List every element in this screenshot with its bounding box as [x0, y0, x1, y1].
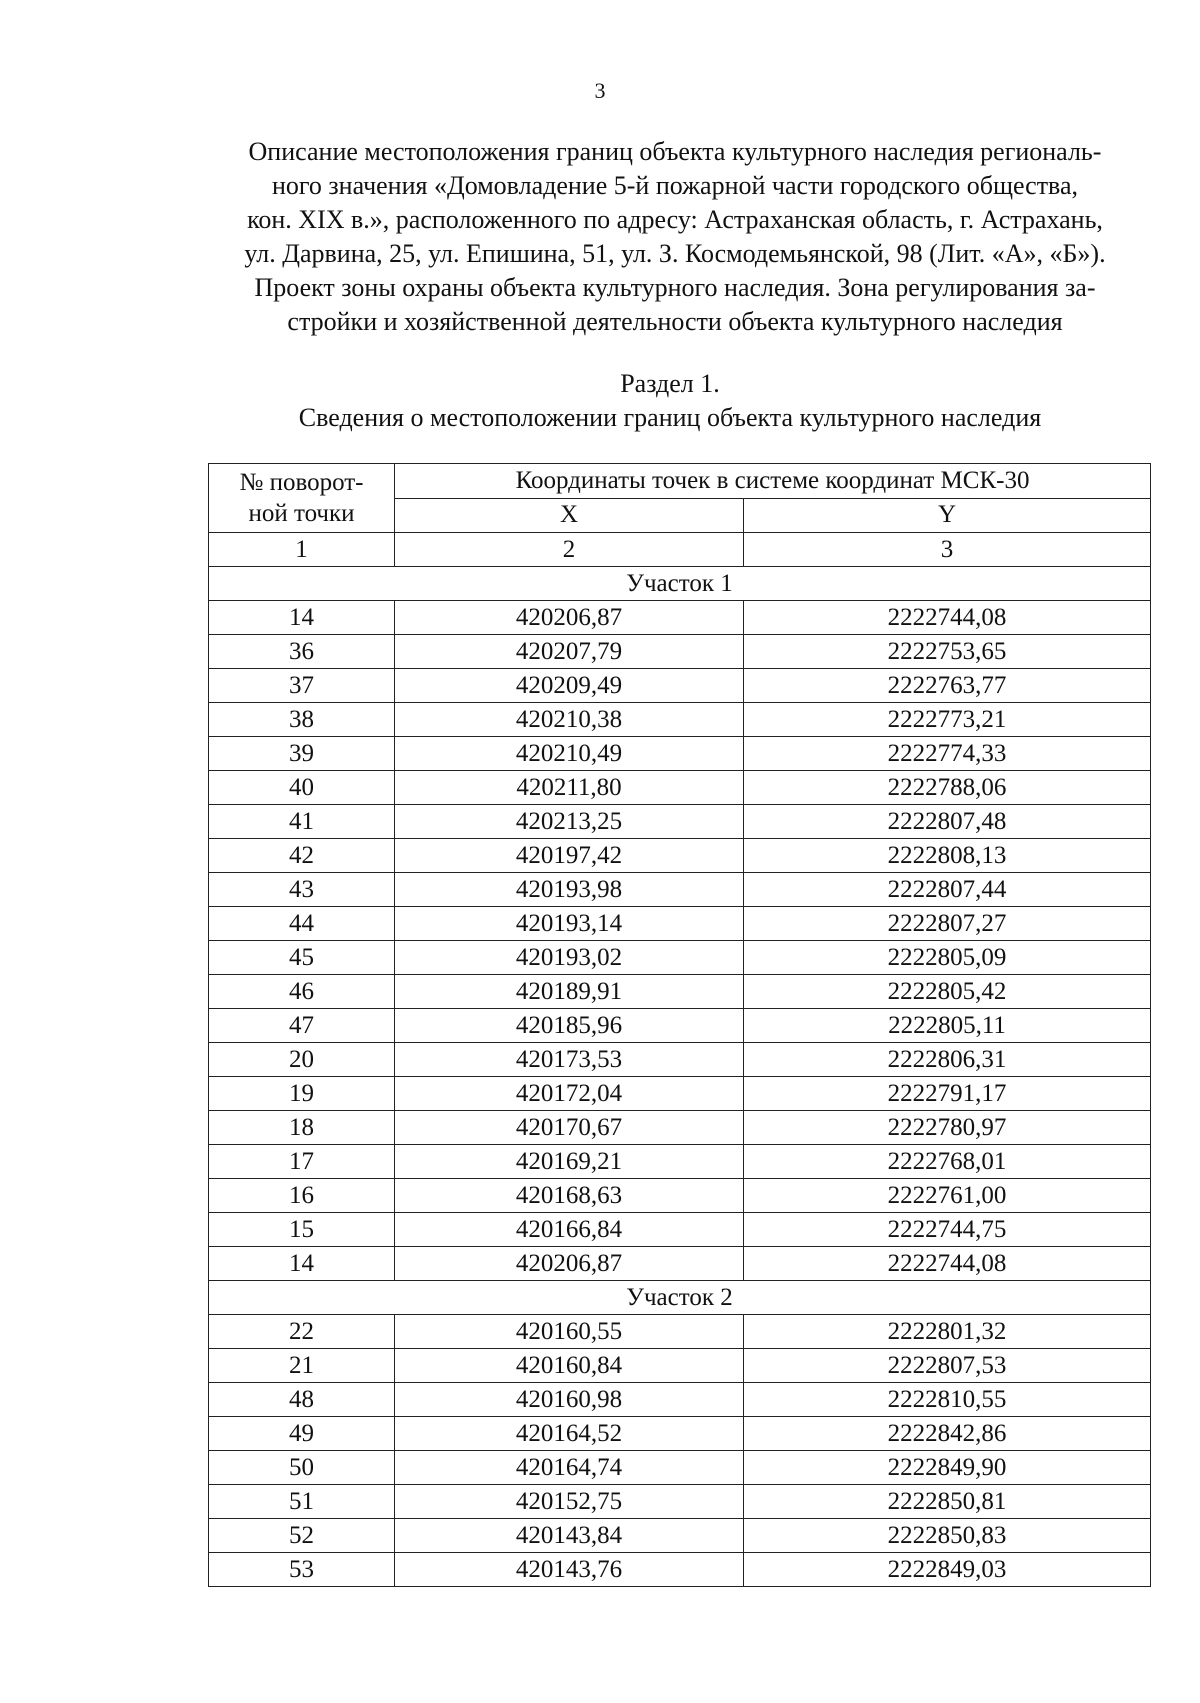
y-coordinate-cell: 2222807,44: [744, 873, 1151, 907]
y-coordinate-cell: 2222744,08: [744, 601, 1151, 635]
point-number-cell: 18: [209, 1111, 395, 1145]
x-coordinate-cell: 420168,63: [395, 1179, 744, 1213]
x-coordinate-cell: 420197,42: [395, 839, 744, 873]
y-coordinate-cell: 2222791,17: [744, 1077, 1151, 1111]
point-number-cell: 48: [209, 1383, 395, 1417]
title-line: Описание местоположения границ объекта культурного наследия региональ-: [248, 137, 1102, 166]
title-line: ул. Дарвина, 25, ул. Епишина, 51, ул. З. Космодемьянской, 98 (Лит. «А», «Б»).: [244, 239, 1106, 268]
point-number-cell: 21: [209, 1349, 395, 1383]
point-number-cell: 22: [209, 1315, 395, 1349]
x-coordinate-cell: 420164,52: [395, 1417, 744, 1451]
coordinates-table: [208, 463, 1151, 1587]
header-point-number: [209, 464, 395, 533]
page-number: 3: [594, 78, 606, 103]
x-coordinate-cell: 420210,38: [395, 703, 744, 737]
table-row: [209, 1553, 1151, 1587]
table-row: [209, 669, 1151, 703]
table-row: [209, 975, 1151, 1009]
table-row: [209, 907, 1151, 941]
x-coordinate-cell: 420152,75: [395, 1485, 744, 1519]
y-coordinate-cell: 2222744,75: [744, 1213, 1151, 1247]
table-row: [209, 771, 1151, 805]
point-number-cell: 46: [209, 975, 395, 1009]
table-row: [209, 737, 1151, 771]
table-row: [209, 1451, 1151, 1485]
table-row: [209, 1043, 1151, 1077]
y-coordinate-cell: 2222842,86: [744, 1417, 1151, 1451]
title-line: Проект зоны охраны объекта культурного наследия. Зона регулирования за-: [254, 273, 1096, 302]
x-coordinate-cell: 420193,02: [395, 941, 744, 975]
x-coordinate-cell: 420206,87: [395, 1247, 744, 1281]
y-coordinate-cell: 2222788,06: [744, 771, 1151, 805]
point-number-cell: 43: [209, 873, 395, 907]
header-point-line: № поворот-: [239, 469, 364, 496]
y-coordinate-cell: 2222768,01: [744, 1145, 1151, 1179]
table-row: [209, 1417, 1151, 1451]
point-number-cell: 19: [209, 1077, 395, 1111]
y-coordinate-cell: 2222753,65: [744, 635, 1151, 669]
point-number-cell: 42: [209, 839, 395, 873]
table-row: [209, 1077, 1151, 1111]
x-coordinate-cell: 420160,98: [395, 1383, 744, 1417]
x-coordinate-cell: 420172,04: [395, 1077, 744, 1111]
title-line: кон. XIX в.», расположенного по адресу: Астраханская область, г. Астрахань,: [247, 205, 1103, 234]
section-name: Участок 2: [209, 1281, 1151, 1315]
point-number-cell: 40: [209, 771, 395, 805]
x-coordinate-cell: 420210,49: [395, 737, 744, 771]
y-coordinate-cell: 2222850,81: [744, 1485, 1151, 1519]
y-coordinate-cell: 2222805,11: [744, 1009, 1151, 1043]
y-coordinate-cell: 2222806,31: [744, 1043, 1151, 1077]
table-row: [209, 1213, 1151, 1247]
header-y: Y: [744, 498, 1151, 533]
section-label: Раздел 1.: [620, 369, 720, 398]
x-coordinate-cell: 420193,98: [395, 873, 744, 907]
y-coordinate-cell: 2222761,00: [744, 1179, 1151, 1213]
table-row: [209, 805, 1151, 839]
header-x: X: [395, 498, 744, 533]
x-coordinate-cell: 420160,84: [395, 1349, 744, 1383]
y-coordinate-cell: 2222805,42: [744, 975, 1151, 1009]
column-number: 3: [744, 533, 1151, 567]
table-row: [209, 1145, 1151, 1179]
table-row: [209, 703, 1151, 737]
point-number-cell: 15: [209, 1213, 395, 1247]
x-coordinate-cell: 420193,14: [395, 907, 744, 941]
x-coordinate-cell: 420173,53: [395, 1043, 744, 1077]
table-row: [209, 1179, 1151, 1213]
x-coordinate-cell: 420189,91: [395, 975, 744, 1009]
table-row: [209, 1519, 1151, 1553]
table-row: [209, 1485, 1151, 1519]
point-number-cell: 14: [209, 1247, 395, 1281]
header-point-line: ной точки: [248, 500, 355, 527]
table-row: [209, 839, 1151, 873]
x-coordinate-cell: 420207,79: [395, 635, 744, 669]
table-row: [209, 941, 1151, 975]
table-body: [209, 567, 1151, 1587]
y-coordinate-cell: 2222849,90: [744, 1451, 1151, 1485]
table-row: [209, 601, 1151, 635]
y-coordinate-cell: 2222805,09: [744, 941, 1151, 975]
y-coordinate-cell: 2222774,33: [744, 737, 1151, 771]
y-coordinate-cell: 2222810,55: [744, 1383, 1151, 1417]
table-row: [209, 1315, 1151, 1349]
table-row: [209, 1247, 1151, 1281]
table-row: [209, 873, 1151, 907]
document-title: [205, 135, 1145, 339]
header-coordinates: Координаты точек в системе координат МСК-30: [395, 464, 1151, 499]
y-coordinate-cell: 2222801,32: [744, 1315, 1151, 1349]
x-coordinate-cell: 420209,49: [395, 669, 744, 703]
point-number-cell: 39: [209, 737, 395, 771]
point-number-cell: 53: [209, 1553, 395, 1587]
x-coordinate-cell: 420211,80: [395, 771, 744, 805]
point-number-cell: 50: [209, 1451, 395, 1485]
column-number: 1: [209, 533, 395, 567]
point-number-cell: 16: [209, 1179, 395, 1213]
point-number-cell: 51: [209, 1485, 395, 1519]
section-caption: Сведения о местоположении границ объекта культурного наследия: [298, 403, 1042, 432]
table-row: [209, 1383, 1151, 1417]
y-coordinate-cell: 2222808,13: [744, 839, 1151, 873]
table-row: [209, 1009, 1151, 1043]
table-row: [209, 1111, 1151, 1145]
y-coordinate-cell: 2222780,97: [744, 1111, 1151, 1145]
y-coordinate-cell: 2222763,77: [744, 669, 1151, 703]
x-coordinate-cell: 420164,74: [395, 1451, 744, 1485]
point-number-cell: 37: [209, 669, 395, 703]
x-coordinate-cell: 420213,25: [395, 805, 744, 839]
y-coordinate-cell: 2222807,27: [744, 907, 1151, 941]
title-line: ного значения «Домовладение 5-й пожарной части городского общества,: [271, 171, 1079, 200]
x-coordinate-cell: 420160,55: [395, 1315, 744, 1349]
point-number-cell: 45: [209, 941, 395, 975]
point-number-cell: 17: [209, 1145, 395, 1179]
table-header: [209, 464, 1151, 567]
section-row: [209, 567, 1151, 601]
y-coordinate-cell: 2222744,08: [744, 1247, 1151, 1281]
y-coordinate-cell: 2222850,83: [744, 1519, 1151, 1553]
point-number-cell: 41: [209, 805, 395, 839]
y-coordinate-cell: 2222807,53: [744, 1349, 1151, 1383]
point-number-cell: 14: [209, 601, 395, 635]
section-heading: [190, 367, 1150, 435]
x-coordinate-cell: 420143,84: [395, 1519, 744, 1553]
table-row: [209, 635, 1151, 669]
table-row: [209, 1349, 1151, 1383]
y-coordinate-cell: 2222807,48: [744, 805, 1151, 839]
point-number-cell: 20: [209, 1043, 395, 1077]
title-line: стройки и хозяйственной деятельности объекта культурного наследия: [287, 307, 1063, 336]
y-coordinate-cell: 2222773,21: [744, 703, 1151, 737]
point-number-cell: 44: [209, 907, 395, 941]
x-coordinate-cell: 420169,21: [395, 1145, 744, 1179]
point-number-cell: 47: [209, 1009, 395, 1043]
point-number-cell: 49: [209, 1417, 395, 1451]
column-number: 2: [395, 533, 744, 567]
x-coordinate-cell: 420185,96: [395, 1009, 744, 1043]
point-number-cell: 36: [209, 635, 395, 669]
x-coordinate-cell: 420166,84: [395, 1213, 744, 1247]
x-coordinate-cell: 420143,76: [395, 1553, 744, 1587]
point-number-cell: 38: [209, 703, 395, 737]
x-coordinate-cell: 420170,67: [395, 1111, 744, 1145]
section-name: Участок 1: [209, 567, 1151, 601]
y-coordinate-cell: 2222849,03: [744, 1553, 1151, 1587]
point-number-cell: 52: [209, 1519, 395, 1553]
x-coordinate-cell: 420206,87: [395, 601, 744, 635]
section-row: [209, 1281, 1151, 1315]
